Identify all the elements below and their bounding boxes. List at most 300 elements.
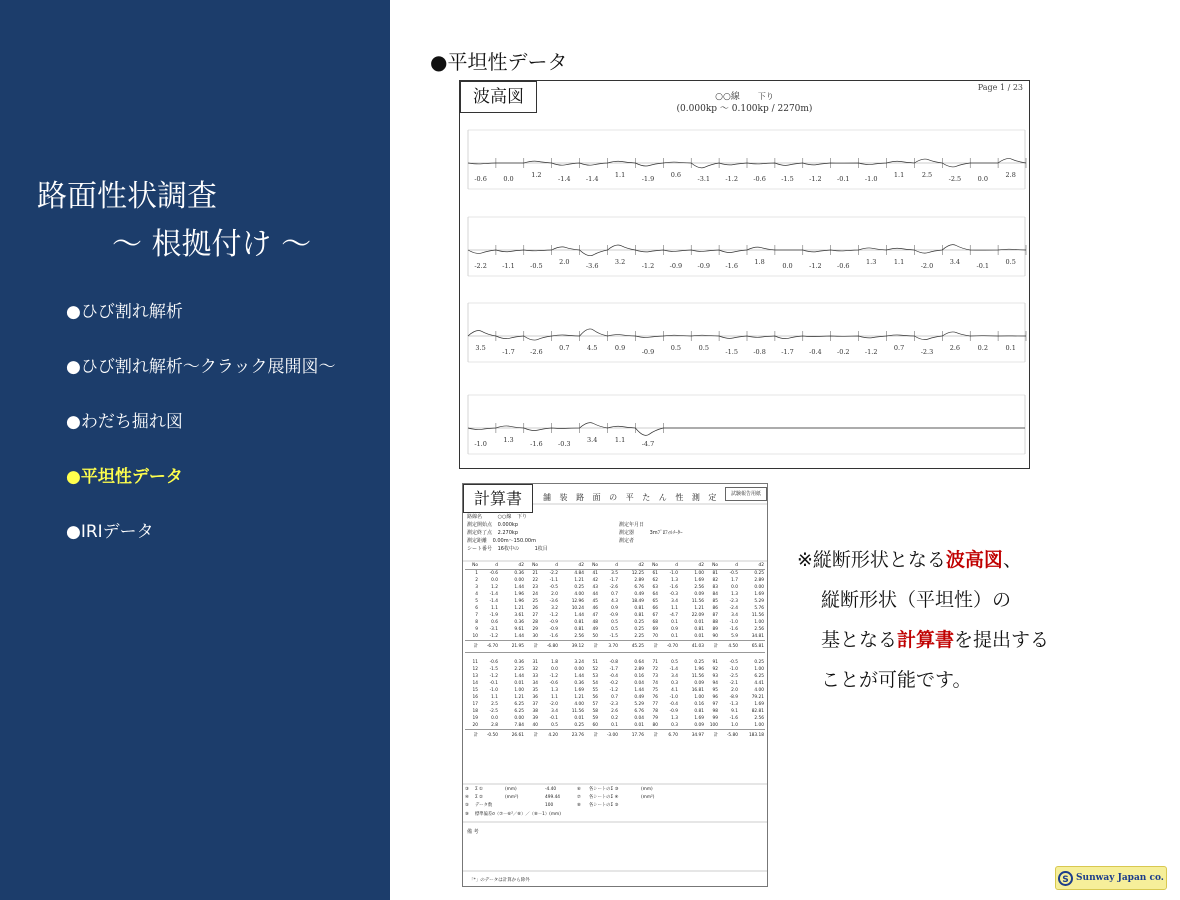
calc-cell: -0.6 (489, 659, 498, 665)
calc-cell: 3.5 (611, 571, 618, 576)
calc-cell: 39 (532, 715, 538, 721)
calc-cell: 計 (713, 644, 718, 649)
calc-cell: 3.4 (671, 673, 678, 679)
calc-cell: -3.00 (606, 732, 618, 738)
calc-cell: 25 (532, 599, 538, 604)
calc-title: 舗 装 路 面 の 平 た ん 性 測 定 (543, 493, 720, 502)
calc-cell: 2.6 (611, 708, 618, 714)
calc-cell: 8 (475, 620, 478, 625)
calc-row (465, 598, 765, 605)
calc-cell: 0.25 (634, 627, 644, 632)
calc-table (465, 562, 765, 741)
wave-value-label: 0.5 (1005, 258, 1016, 266)
calc-summary-row (465, 802, 671, 810)
sidebar-item-iri[interactable]: ●IRIデータ (66, 522, 154, 542)
wave-value-label: -0.9 (697, 262, 711, 270)
calc-cell: -1.2 (549, 673, 558, 679)
calc-cell: 計 (473, 644, 478, 649)
calc-cell: 54 (592, 680, 598, 686)
wave-value-label: 4.5 (587, 344, 598, 352)
calc-cell: 0.36 (574, 680, 584, 686)
calc-cell: 0.36 (514, 571, 524, 576)
calc-cell: 71 (652, 659, 658, 665)
calc-cell: 0.2 (611, 715, 618, 721)
calc-sheet-no: 1枚目 (534, 546, 548, 552)
calc-cell: 79 (652, 715, 658, 721)
calc-cell: 1.44 (574, 673, 584, 679)
calc-cell: -1.5 (609, 634, 618, 639)
calc-cell: -0.1 (549, 715, 558, 721)
calc-summary-cell: 標準偏差σ（⑦－⑥²／⑧）／（⑧－1）(mm) (475, 811, 561, 817)
calc-end-value: 2.270kp (497, 530, 518, 536)
calc-cell: -1.0 (489, 687, 498, 693)
calc-cell: 11 (472, 659, 478, 665)
calc-cell: 計 (713, 732, 718, 738)
calc-line-label: 路線名 (467, 514, 483, 520)
calc-cell: 82.81 (751, 708, 764, 714)
calc-cell: 23 (532, 585, 538, 590)
calc-cell: 1.44 (634, 687, 644, 693)
calc-cell: -0.8 (609, 659, 618, 665)
calc-cell: 6.25 (754, 673, 764, 679)
calc-cell: 56 (592, 694, 598, 700)
wave-value-label: -1.6 (725, 262, 738, 270)
calc-cell: 93 (712, 673, 718, 679)
calc-cell: 1.00 (754, 666, 764, 672)
wave-value-label: -2.6 (530, 348, 543, 356)
calc-cell: -1.2 (489, 634, 498, 639)
calc-cell: -5.80 (726, 732, 738, 738)
calc-cell: 69 (652, 627, 658, 632)
calc-cell: -8.9 (729, 694, 738, 700)
calc-cell: 48 (592, 620, 598, 625)
calc-cell: 4.1 (671, 687, 678, 693)
calc-end-label: 測定終了点 (467, 530, 493, 536)
wave-value-label: 2.8 (1005, 171, 1016, 179)
calc-cell: 16 (472, 694, 478, 700)
wave-value-label: -1.4 (558, 175, 571, 183)
calc-cell: -1.4 (669, 666, 678, 672)
calc-cell: 32 (532, 666, 538, 672)
calc-cell: -0.2 (609, 680, 618, 686)
calc-cell: 89 (712, 627, 718, 632)
calc-cell: 0.5 (611, 627, 618, 632)
calc-cell: 0.3 (671, 680, 678, 686)
calc-cell: 2.89 (754, 578, 764, 583)
calc-summary-cell: ⑥ (577, 787, 581, 792)
calc-cell: No (472, 563, 478, 568)
calc-cell: 2.8 (491, 722, 498, 728)
calc-cell: 39.12 (571, 644, 584, 649)
calc-cell: 計 (533, 732, 538, 738)
wave-value-label: -0.6 (474, 175, 487, 183)
calc-cell: 85 (712, 599, 718, 604)
calc-sheet-panel (462, 483, 768, 887)
calc-cell: 45 (592, 599, 598, 604)
calc-cell: 1.44 (514, 585, 524, 590)
calc-cell: 1.44 (574, 613, 584, 618)
calc-total-row (465, 641, 765, 653)
calc-cell: 40 (532, 722, 538, 728)
calc-cell: d (555, 563, 558, 568)
calc-cell: 64 (652, 592, 658, 597)
wave-value-label: 3.5 (475, 344, 486, 352)
section-heading: ●平坦性データ (430, 50, 568, 74)
calc-row (465, 570, 765, 578)
calc-summary-cell: Σ ① (475, 787, 483, 792)
calc-cell: -2.5 (729, 673, 738, 679)
wave-value-label: -1.2 (809, 262, 822, 270)
calc-cell: 51 (592, 659, 598, 665)
calc-cell: 9.1 (731, 708, 738, 714)
calc-cell: 1.21 (514, 606, 524, 611)
calc-cell: 5.29 (754, 599, 764, 604)
calc-cell: 12 (472, 666, 478, 672)
calc-cell: 29 (532, 627, 538, 632)
calc-cell: -1.0 (729, 620, 738, 625)
calc-cell: 1.3 (551, 687, 558, 693)
calc-summary-cell: 各シートのΣ ④ (589, 795, 619, 801)
calc-cell: 43 (592, 585, 598, 590)
calc-cell: 52 (592, 666, 598, 672)
calc-cell: -0.9 (609, 613, 618, 618)
calc-cell: 47 (592, 613, 598, 618)
calc-cell: 0.36 (514, 659, 524, 665)
calc-row (465, 673, 765, 680)
calc-cell: 0.00 (514, 715, 524, 721)
calc-cell: 1.3 (731, 592, 738, 597)
calc-device-row (619, 529, 683, 537)
calc-cell: -2.3 (729, 599, 738, 604)
wave-value-label: -0.8 (753, 348, 766, 356)
calc-cell: 1.00 (694, 571, 704, 576)
calc-start-row (467, 521, 518, 529)
calc-cell: -1.0 (669, 571, 678, 576)
calc-cell: 2.56 (754, 627, 764, 632)
calc-cell: 1.1 (491, 606, 498, 611)
calc-dist-row (467, 537, 536, 545)
wave-value-label: 0.9 (614, 344, 626, 352)
calc-cell: 7.84 (514, 722, 524, 728)
calc-summary-cell: (mm) (641, 787, 653, 792)
calc-cell: 9.61 (514, 627, 524, 632)
calc-cell: 78 (652, 708, 658, 714)
calc-cell: 68 (652, 620, 658, 625)
calc-cell: -0.5 (549, 585, 558, 590)
sidebar-item-crack-map[interactable]: ●ひび割れ解析～クラック展開図～ (66, 357, 336, 377)
calc-cell: d (495, 563, 498, 568)
calc-cell: 5 (475, 599, 478, 604)
calc-cell: 1.3 (671, 715, 678, 721)
calc-summary-cell: ④ (465, 795, 469, 801)
calc-cell: 1.44 (514, 673, 524, 679)
wave-value-label: -2.0 (920, 262, 934, 270)
calc-sheet-row (467, 545, 548, 553)
calc-cell: -2.0 (549, 701, 558, 707)
calc-summary-cell: 100 (545, 803, 554, 809)
wave-value-label: 1.1 (893, 258, 905, 266)
wave-row-3 (468, 303, 1026, 362)
calc-cell: -2.5 (489, 708, 498, 714)
calc-date-label: 測定年月日 (619, 522, 645, 528)
calc-cell: 0.7 (611, 592, 618, 597)
calc-cell: 2.56 (754, 715, 764, 721)
calc-cell: 0.1 (671, 634, 678, 639)
calc-cell: 0.36 (514, 620, 524, 625)
wave-value-label: -1.0 (864, 175, 878, 183)
calc-cell: No (592, 563, 598, 568)
calc-cell: 98 (712, 708, 718, 714)
calc-cell: No (712, 563, 718, 568)
note-line-3-end: を提出する (954, 629, 1050, 651)
calc-cell: 0.01 (694, 620, 704, 625)
calc-cell: -1.2 (609, 687, 618, 693)
calc-summary-cell: -4.40 (545, 787, 557, 792)
wave-value-label: -0.1 (976, 262, 990, 270)
calc-cell: 92 (712, 666, 718, 672)
wave-value-label: -1.2 (864, 348, 878, 356)
calc-cell: 6.76 (634, 708, 644, 714)
wave-value-label: 1.8 (754, 258, 765, 266)
wave-value-label: 0.0 (503, 175, 514, 183)
calc-cell: 3.2 (551, 606, 558, 611)
calc-cell: 3.24 (574, 659, 584, 665)
wave-value-label: -1.5 (725, 348, 738, 356)
calc-sheet-label: シート番号 (467, 546, 493, 552)
calc-cell: 0.01 (574, 715, 584, 721)
wave-chart (460, 81, 1029, 468)
calc-date-row (619, 521, 644, 529)
calc-cell: 38 (532, 708, 538, 714)
calc-cell: -2.2 (549, 571, 558, 576)
calc-row (465, 626, 765, 633)
sidebar-item-crack-analysis[interactable]: ●ひび割れ解析 (66, 302, 183, 322)
calc-cell: 0.0 (491, 578, 498, 583)
calc-cell: -2.4 (729, 606, 738, 611)
calc-cell: 0.3 (671, 722, 678, 728)
calc-cell: -0.1 (489, 680, 498, 686)
calc-cell: -1.7 (609, 666, 618, 672)
calc-cell: -2.3 (609, 701, 618, 707)
calc-cell: 11.56 (751, 613, 764, 618)
calc-cell: 90 (712, 634, 718, 639)
calc-cell: 5.9 (731, 634, 738, 639)
calc-cell: -1.7 (609, 578, 618, 583)
calc-cell: 1.69 (754, 701, 764, 707)
calc-cell: 82 (712, 578, 718, 583)
calc-cell: 4.00 (574, 592, 584, 597)
calc-cell: 1.21 (574, 694, 584, 700)
calc-cell: 18.49 (631, 599, 644, 604)
calc-cell: 0.49 (634, 592, 644, 597)
calc-summary-cell: 各シートのΣ ⑤ (589, 803, 619, 809)
wave-value-label: -1.7 (502, 348, 515, 356)
calc-cell: 4.3 (611, 599, 618, 604)
calc-cell: 77 (652, 701, 658, 707)
calc-cell: 21 (532, 571, 538, 576)
calc-summary-row (465, 811, 671, 819)
calc-summary-cell: ⑤ (465, 803, 469, 809)
calc-cell: 15 (472, 687, 478, 693)
calc-cell: 17 (472, 701, 478, 707)
calc-cell: 0.5 (611, 620, 618, 625)
wave-value-label: -0.1 (837, 175, 850, 183)
calc-cell: 5.29 (634, 701, 644, 707)
calc-tag: 計算書 (463, 484, 533, 513)
calc-cell: 30 (532, 634, 538, 639)
calc-cell: 1.69 (754, 592, 764, 597)
wave-value-label: 1.1 (614, 171, 626, 179)
calc-cell: 2.25 (514, 666, 524, 672)
company-logo (1055, 866, 1167, 890)
calc-cell: 61 (652, 571, 658, 576)
note-line-1-end: 、 (1002, 549, 1022, 571)
calc-row (465, 619, 765, 626)
calc-cell: 4.20 (548, 732, 558, 738)
calc-cell: -0.9 (549, 627, 558, 632)
calc-cell: 34.81 (751, 634, 764, 639)
calc-cell: -0.5 (729, 659, 738, 665)
calc-cell: 14 (472, 680, 478, 686)
calc-cell: 5.76 (754, 606, 764, 611)
calc-report-box: 試験報告用紙 (725, 487, 767, 501)
calc-summary-cell: 各シートのΣ ③ (589, 787, 619, 792)
wave-direction: 下り (757, 92, 774, 101)
calc-cell: 73 (652, 673, 658, 679)
calc-cell: 6.25 (514, 701, 524, 707)
calc-cell: 70 (652, 634, 658, 639)
wave-value-label: 1.3 (503, 436, 514, 444)
calc-cell: 2.0 (551, 592, 558, 597)
calc-line-row (467, 513, 527, 521)
note-line-3 (797, 620, 1049, 660)
sidebar-item-rutting[interactable]: ●わだち掘れ図 (66, 412, 183, 432)
wave-value-label: -1.7 (781, 348, 794, 356)
calc-row (465, 612, 765, 619)
calc-cell: 10 (472, 634, 478, 639)
calc-cell: 0.25 (574, 722, 584, 728)
calc-cell: 0.25 (694, 659, 704, 665)
logo-mark-icon: S (1058, 871, 1073, 886)
calc-cell: 57 (592, 701, 598, 707)
calc-cell: -0.50 (486, 732, 498, 738)
calc-cell: 計 (653, 732, 658, 738)
calc-person-row (619, 537, 634, 545)
calc-cell: 計 (593, 732, 598, 738)
calc-cell: 4.00 (574, 701, 584, 707)
calc-cell: 0.5 (551, 722, 558, 728)
calc-cell: 62 (652, 578, 658, 583)
wave-row-2 (468, 217, 1026, 276)
calc-cell: 36 (532, 694, 538, 700)
calc-cell: 6.76 (634, 585, 644, 590)
calc-row (465, 666, 765, 673)
calc-cell: 0.25 (754, 659, 764, 665)
wave-value-label: -0.9 (669, 262, 683, 270)
calc-cell: 3 (475, 585, 478, 590)
calc-cell: 1.8 (551, 659, 558, 665)
calc-cell: 0.25 (574, 585, 584, 590)
sidebar-item-flatness[interactable]: ●平坦性データ (66, 467, 183, 487)
calc-cell: d2 (518, 563, 524, 568)
calc-cell: 2.89 (634, 578, 644, 583)
calc-summary-row (465, 786, 671, 794)
sidebar-subtitle: ～ 根拠付け ～ (112, 227, 312, 262)
calc-cell: 2.56 (574, 634, 584, 639)
calc-cell: 83 (712, 585, 718, 590)
calc-cell: 2 (475, 578, 478, 583)
calc-cell: -1.4 (489, 599, 498, 604)
calc-cell: 0.9 (671, 627, 678, 632)
calc-cell: 3.70 (608, 644, 618, 649)
calc-summary-cell: ⑨ (465, 811, 469, 817)
calc-cell: 1.21 (574, 578, 584, 583)
calc-cell: d (735, 563, 738, 568)
calc-cell: 31 (532, 659, 538, 665)
calc-cell: -1.2 (489, 673, 498, 679)
calc-cell: 1.2 (491, 585, 498, 590)
calc-cell: 65.81 (751, 644, 764, 649)
calc-row (465, 633, 765, 641)
calc-cell: -6.80 (546, 644, 558, 649)
calc-cell: 1.0 (731, 722, 738, 728)
calc-cell: 53 (592, 673, 598, 679)
calc-cell: 34 (532, 680, 538, 686)
wave-value-label: -1.9 (641, 175, 655, 183)
wave-chart-panel (459, 80, 1030, 469)
calc-cell: 12.96 (571, 599, 584, 604)
calc-cell: d (675, 563, 678, 568)
calc-cell: 95 (712, 687, 718, 693)
calc-cell: 86 (712, 606, 718, 611)
calc-cell: 11.56 (691, 599, 704, 604)
calc-row (465, 694, 765, 701)
calc-cell: 99 (712, 715, 718, 721)
calc-cell: 2.25 (634, 634, 644, 639)
calc-cell: -0.4 (669, 701, 678, 707)
wave-value-label: -0.6 (837, 262, 850, 270)
wave-value-label: 2.6 (949, 344, 961, 352)
calc-cell: 12.25 (631, 571, 644, 576)
calc-cell: 74 (652, 680, 658, 686)
calc-cell: 6.70 (668, 732, 678, 738)
calc-row (465, 701, 765, 708)
calc-cell: 6.25 (514, 708, 524, 714)
calc-row (465, 715, 765, 722)
wave-value-label: -2.5 (948, 175, 962, 183)
calc-cell: 0.6 (491, 620, 498, 625)
calc-cell: 0.1 (611, 722, 618, 728)
calc-summary-cell: ③ (465, 787, 469, 792)
calc-cell: 7 (475, 613, 478, 618)
calc-summary-row (465, 794, 671, 802)
calc-cell: 9 (475, 627, 478, 632)
calc-cell: 24 (532, 592, 538, 597)
calc-cell: -1.6 (669, 585, 678, 590)
calc-dist-value: 0.00m～150.00m (492, 538, 536, 544)
calc-cell: -1.6 (729, 715, 738, 721)
calc-cell: 1.00 (694, 694, 704, 700)
calc-cell: 80 (652, 722, 658, 728)
calc-cell: 計 (593, 644, 598, 649)
calc-cell: 0.09 (694, 680, 704, 686)
wave-value-label: 1.1 (614, 436, 626, 444)
calc-row (465, 680, 765, 687)
wave-value-label: -3.6 (585, 262, 599, 270)
calc-cell: -1.1 (549, 578, 558, 583)
calc-cell: 4.84 (574, 571, 584, 576)
wave-header (460, 91, 1029, 115)
